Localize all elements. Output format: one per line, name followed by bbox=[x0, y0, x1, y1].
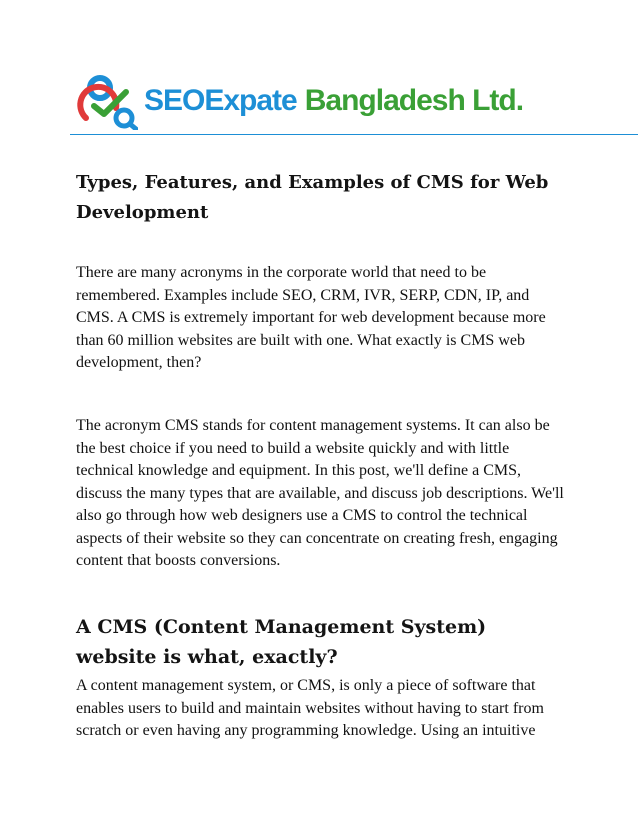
logo-mark-icon bbox=[76, 72, 138, 130]
logo-text-secondary: Bangladesh Ltd. bbox=[304, 84, 524, 117]
logo-text-primary: SEOExpate bbox=[144, 84, 297, 117]
article-title: Types, Features, and Examples of CMS for Web Development bbox=[76, 172, 549, 223]
section-paragraph-block bbox=[76, 675, 566, 743]
intro-paragraph-block bbox=[76, 262, 566, 375]
header-divider bbox=[70, 134, 638, 135]
article-paragraph: There are many acronyms in the corporate world that need to be remembered. Examples include SEO, CRM, IVR, SERP, CDN, IP, and CMS. A CMS is extremely important for web development because more than 60 million websites are built with one. What exactly is CMS web development, then? bbox=[76, 264, 546, 371]
company-logo bbox=[76, 72, 523, 130]
article-paragraph: The acronym CMS stands for content management systems. It can also be the best choice if you need to build a website quickly and with little technical knowledge and equipment. In this post, we'll define a CMS, discuss the many types that are available, and discuss job descriptions. We'll also go through how web designers use a CMS to control the technical aspects of their website so they can concentrate on creating fresh, engaging content that boosts conversions. bbox=[76, 417, 564, 569]
cms-definition-paragraph-block bbox=[76, 415, 566, 573]
article-title-block bbox=[76, 168, 566, 228]
section-heading: A CMS (Content Management System) website is what, exactly? bbox=[76, 616, 487, 668]
section-paragraph: A content management system, or CMS, is only a piece of software that enables users to build and maintain websites without having to start from scratch or even having any programming knowledge. Using an intuitive bbox=[76, 677, 544, 739]
section-heading-block bbox=[76, 612, 566, 672]
